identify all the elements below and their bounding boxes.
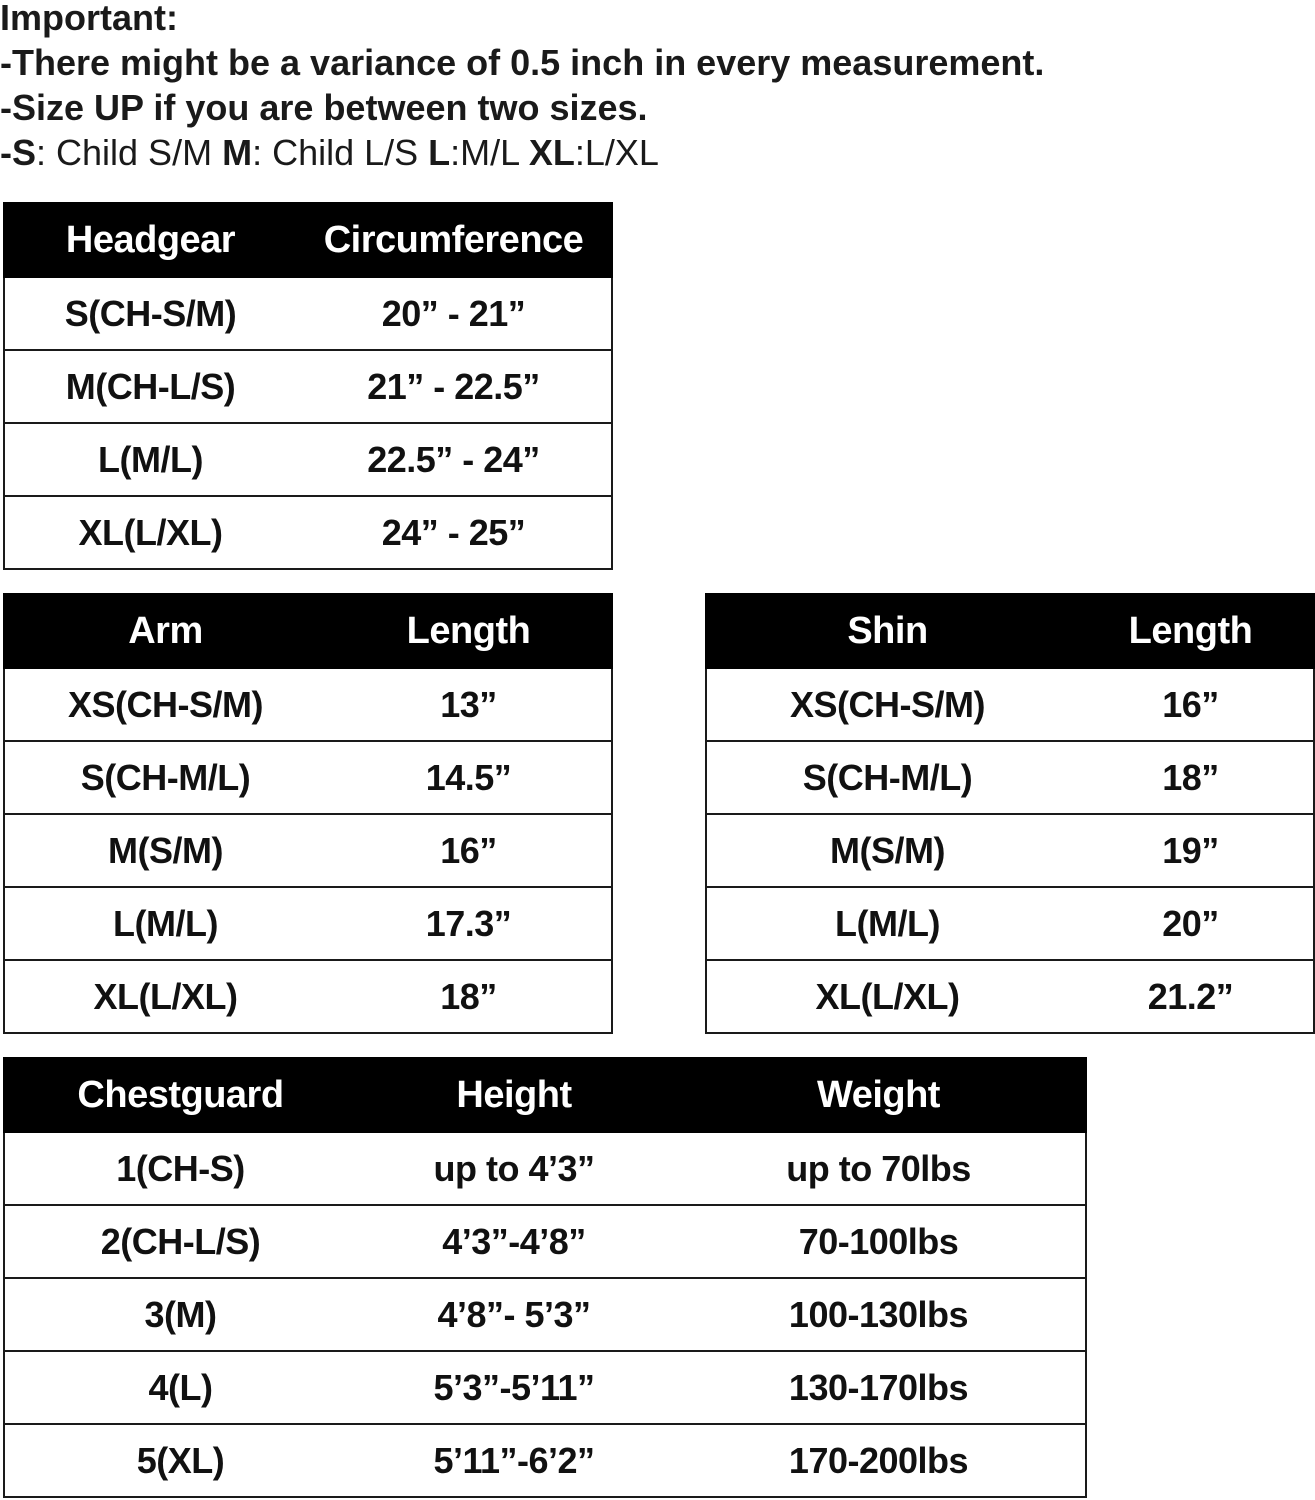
column-header: Arm: [4, 594, 326, 668]
table-row: [4, 668, 612, 741]
column-header: Length: [326, 594, 612, 668]
table-header-row: [4, 203, 612, 277]
weight-cell: 70-100lbs: [672, 1205, 1086, 1278]
note-m-value: : Child L/S: [252, 132, 429, 173]
table-row: [4, 1205, 1086, 1278]
size-cell: L(M/L): [706, 887, 1068, 960]
measurement-cell: 16”: [1068, 668, 1314, 741]
table-row: [4, 960, 612, 1033]
weight-cell: 130-170lbs: [672, 1351, 1086, 1424]
column-header: Circumference: [296, 203, 612, 277]
size-cell: L(M/L): [4, 887, 326, 960]
size-cell: 1(CH-S): [4, 1132, 356, 1205]
table-row: [4, 277, 612, 350]
column-header: Shin: [706, 594, 1068, 668]
table-row: [4, 350, 612, 423]
chestguard-size-table: [3, 1057, 1087, 1498]
measurement-cell: 19”: [1068, 814, 1314, 887]
table-row: [706, 668, 1314, 741]
table-header-row: [4, 594, 612, 668]
note-l-value: :M/L: [450, 132, 529, 173]
size-cell: M(CH-L/S): [4, 350, 296, 423]
measurement-cell: 21.2”: [1068, 960, 1314, 1033]
note-dash: -: [0, 132, 12, 173]
size-cell: L(M/L): [4, 423, 296, 496]
height-cell: 4’8”- 5’3”: [356, 1278, 672, 1351]
measurement-cell: 14.5”: [326, 741, 612, 814]
table-row: [706, 814, 1314, 887]
height-cell: up to 4’3”: [356, 1132, 672, 1205]
arm-size-table: [3, 593, 613, 1034]
table-row: [4, 1132, 1086, 1205]
table-row: [4, 1424, 1086, 1497]
column-header: Chestguard: [4, 1058, 356, 1132]
shin-size-table: [705, 593, 1315, 1034]
height-cell: 4’3”-4’8”: [356, 1205, 672, 1278]
size-cell: XL(L/XL): [4, 496, 296, 569]
table-header-row: [4, 1058, 1086, 1132]
size-cell: M(S/M): [706, 814, 1068, 887]
note-xl-value: :L/XL: [574, 132, 659, 173]
column-header: Length: [1068, 594, 1314, 668]
table-row: [706, 741, 1314, 814]
size-cell: XL(L/XL): [706, 960, 1068, 1033]
note-s-value: : Child S/M: [36, 132, 223, 173]
size-cell: S(CH-M/L): [4, 741, 326, 814]
size-cell: S(CH-M/L): [706, 741, 1068, 814]
column-header: Weight: [672, 1058, 1086, 1132]
size-cell: 2(CH-L/S): [4, 1205, 356, 1278]
table-row: [4, 496, 612, 569]
measurement-cell: 13”: [326, 668, 612, 741]
table-row: [4, 1278, 1086, 1351]
size-cell: 3(M): [4, 1278, 356, 1351]
size-cell: M(S/M): [4, 814, 326, 887]
weight-cell: up to 70lbs: [672, 1132, 1086, 1205]
measurement-cell: 24” - 25”: [296, 496, 612, 569]
note-s-key: S: [12, 132, 37, 173]
table-header-row: [706, 594, 1314, 668]
table-row: [4, 1351, 1086, 1424]
size-cell: S(CH-S/M): [4, 277, 296, 350]
weight-cell: 170-200lbs: [672, 1424, 1086, 1497]
note-l-key: L: [428, 132, 451, 173]
table-row: [4, 423, 612, 496]
measurement-cell: 18”: [326, 960, 612, 1033]
size-cell: 4(L): [4, 1351, 356, 1424]
note-variance: -There might be a variance of 0.5 inch in every measurement.: [0, 42, 1045, 83]
measurement-cell: 16”: [326, 814, 612, 887]
measurement-cell: 18”: [1068, 741, 1314, 814]
size-cell: 5(XL): [4, 1424, 356, 1497]
table-row: [4, 814, 612, 887]
size-cell: XS(CH-S/M): [706, 668, 1068, 741]
note-m-key: M: [222, 132, 253, 173]
column-header: Height: [356, 1058, 672, 1132]
table-row: [706, 960, 1314, 1033]
size-cell: XS(CH-S/M): [4, 668, 326, 741]
note-size-up: -Size UP if you are between two sizes.: [0, 87, 648, 128]
headgear-size-table: [3, 202, 613, 570]
weight-cell: 100-130lbs: [672, 1278, 1086, 1351]
measurement-cell: 21” - 22.5”: [296, 350, 612, 423]
measurement-cell: 17.3”: [326, 887, 612, 960]
note-xl-key: XL: [528, 132, 575, 173]
table-row: [4, 741, 612, 814]
notes-heading: Important:: [0, 0, 178, 38]
table-row: [706, 887, 1314, 960]
measurement-cell: 20”: [1068, 887, 1314, 960]
height-cell: 5’11”-6’2”: [356, 1424, 672, 1497]
table-row: [4, 887, 612, 960]
column-header: Headgear: [4, 203, 296, 277]
measurement-cell: 20” - 21”: [296, 277, 612, 350]
note-size-mapping: [0, 131, 659, 175]
height-cell: 5’3”-5’11”: [356, 1351, 672, 1424]
size-cell: XL(L/XL): [4, 960, 326, 1033]
measurement-cell: 22.5” - 24”: [296, 423, 612, 496]
